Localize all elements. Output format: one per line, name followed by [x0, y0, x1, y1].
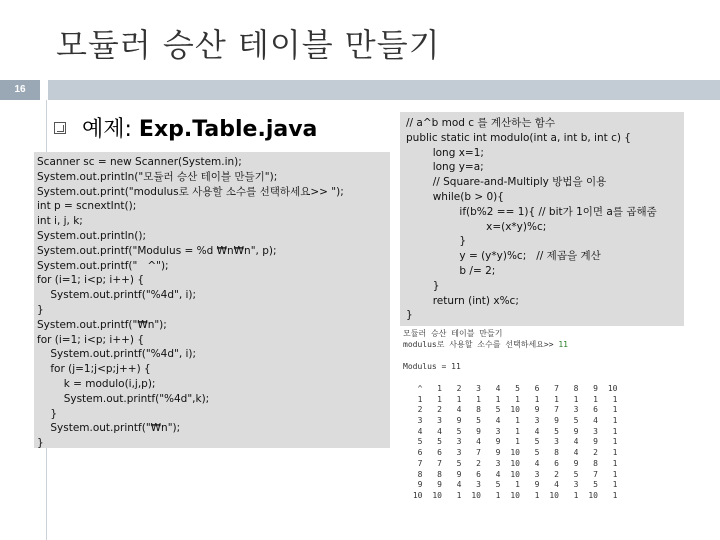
table-cell: 1: [554, 394, 559, 404]
code-line: System.out.printf("%4d",k);: [37, 392, 210, 405]
table-cell: 4: [495, 384, 501, 393]
table-cell: 10: [510, 469, 520, 479]
table-cell: 9: [573, 458, 579, 468]
code-line: System.out.printf("₩n");: [37, 318, 167, 331]
table-cell: 2: [456, 384, 462, 393]
code-line: for (i=1; i<p; i++) {: [37, 333, 145, 346]
table-cell: 2: [437, 405, 442, 415]
code-line: }: [37, 437, 44, 450]
table-cell: 9: [456, 416, 462, 426]
code-line: }: [37, 303, 44, 316]
table-cell: 5: [476, 416, 481, 426]
table-cell: 1: [437, 384, 442, 393]
table-cell: 5: [456, 458, 462, 468]
code-line: b /= 2;: [406, 264, 496, 277]
table-cell: 6: [554, 458, 559, 468]
console-line-title: 모듈러 승산 테이블 만들기: [403, 329, 503, 338]
table-cell: 3: [495, 426, 501, 436]
heading-korean: 예제:: [82, 117, 139, 142]
code-line: y = (y*y)%c; // 제곱을 계산: [406, 250, 601, 263]
example-heading: [82, 112, 317, 143]
table-cell: 1: [534, 394, 540, 404]
table-cell: 1: [612, 394, 618, 404]
table-cell: 1: [612, 405, 618, 415]
table-cell: 6: [476, 469, 481, 479]
code-line: for (j=1;j<p;j++) {: [37, 363, 151, 376]
table-cell: 1: [593, 394, 598, 404]
table-cell: 9: [437, 480, 442, 490]
console-output: [400, 326, 684, 516]
table-cell: 1: [476, 394, 481, 404]
table-cell: 7: [554, 405, 559, 415]
code-line: System.out.printf("₩n");: [37, 422, 181, 435]
table-cell: 3: [495, 458, 501, 468]
code-line: int p = scnextInt();: [37, 200, 137, 213]
table-cell: 2: [593, 448, 598, 458]
code-line: public static int modulo(int a, int b, int c) {: [406, 131, 631, 144]
table-cell: 1: [573, 490, 579, 500]
table-cell: 1: [515, 437, 520, 447]
table-cell: 10: [510, 458, 520, 468]
table-cell: 4: [573, 437, 579, 447]
table-cell: 9: [456, 469, 462, 479]
modulo-table: [403, 384, 618, 502]
table-cell: 10: [588, 490, 598, 500]
code-line: System.out.printf("%4d", i);: [37, 348, 197, 361]
table-cell: 10: [549, 490, 559, 500]
slide-title: 모듈러 승산 테이블 만들기: [56, 26, 441, 64]
table-cell: 3: [476, 480, 481, 490]
code-line: System.out.printf("%4d", i);: [37, 289, 197, 302]
code-line: System.out.printf("Modulus = %d ₩n₩n", p);: [37, 244, 277, 257]
table-cell: 1: [417, 394, 423, 404]
table-cell: 6: [534, 384, 540, 393]
code-line: System.out.printf(" ^");: [37, 259, 169, 272]
table-cell: 8: [476, 405, 481, 415]
table-cell: 10: [510, 490, 520, 500]
table-row: [403, 448, 618, 459]
table-cell: 1: [612, 448, 618, 458]
table-cell: 1: [534, 490, 540, 500]
code-line: System.out.println("모듈러 승산 테이블 만들기");: [37, 170, 278, 183]
table-cell: 1: [612, 437, 618, 447]
table-cell: 3: [456, 437, 462, 447]
table-cell: 4: [417, 426, 423, 436]
table-cell: 1: [612, 458, 618, 468]
table-cell: 9: [534, 480, 540, 490]
table-cell: 3: [534, 416, 540, 426]
table-cell: 1: [515, 426, 520, 436]
code-line: // Square-and-Multiply 방법을 이용: [406, 176, 607, 189]
table-cell: 4: [554, 480, 559, 490]
table-cell: 6: [417, 448, 423, 458]
table-cell: 1: [612, 416, 618, 426]
bullet-icon: [54, 122, 66, 134]
table-cell: 2: [554, 469, 559, 479]
table-cell: 5: [437, 437, 442, 447]
table-cell: 10: [510, 405, 520, 415]
code-line: }: [406, 309, 413, 322]
table-cell: 9: [476, 426, 481, 436]
table-header-row: [403, 384, 618, 395]
table-cell: 5: [554, 426, 559, 436]
table-cell: 4: [495, 416, 501, 426]
table-cell: 5: [456, 426, 462, 436]
table-cell: 1: [495, 490, 501, 500]
code-line: }: [406, 279, 440, 292]
table-cell: 3: [593, 426, 598, 436]
table-cell: 8: [554, 448, 559, 458]
table-cell: 5: [515, 384, 520, 393]
code-line: }: [406, 235, 467, 248]
table-cell: 7: [437, 458, 442, 468]
modulo-function-code-box: [400, 112, 684, 326]
code-line: int i, j, k;: [37, 215, 83, 228]
table-cell: 6: [437, 448, 442, 458]
code-line: k = modulo(i,j,p);: [37, 377, 156, 390]
table-cell: 3: [534, 469, 540, 479]
table-cell: 3: [476, 384, 481, 393]
table-cell: 3: [417, 416, 423, 426]
table-row: [403, 405, 618, 416]
table-cell: 8: [417, 469, 423, 479]
table-cell: 1: [612, 490, 618, 500]
table-cell: 5: [534, 448, 540, 458]
table-cell: 5: [534, 437, 540, 447]
code-line: // a^b mod c 를 계산하는 함수: [406, 117, 556, 129]
table-cell: 1: [515, 480, 520, 490]
table-cell: 2: [476, 458, 481, 468]
table-row: [403, 470, 618, 481]
table-cell: 8: [437, 469, 442, 479]
table-cell: 3: [456, 448, 462, 458]
table-cell: 9: [593, 437, 598, 447]
console-line-prompt: [403, 339, 568, 350]
table-cell: 1: [612, 480, 618, 490]
main-code-box: [34, 152, 390, 448]
code-line: return (int) x%c;: [406, 294, 519, 307]
table-cell: 1: [573, 394, 579, 404]
table-cell: 5: [495, 480, 501, 490]
table-row: [403, 437, 618, 448]
table-cell: 10: [607, 384, 618, 393]
code-line: System.out.print("modulus로 사용할 소수를 선택하세요>> ");: [37, 185, 344, 198]
code-line: Scanner sc = new Scanner(System.in);: [37, 156, 242, 168]
table-cell: 1: [515, 416, 520, 426]
table-cell: 4: [456, 405, 462, 415]
table-row: [403, 480, 618, 491]
code-line: while(b > 0){: [406, 190, 504, 203]
table-row: [403, 416, 618, 427]
table-cell: 5: [417, 437, 423, 447]
table-cell: 8: [593, 458, 598, 468]
table-cell: 9: [573, 426, 579, 436]
table-cell: 1: [612, 469, 618, 479]
table-cell: 9: [495, 437, 501, 447]
table-cell: 7: [554, 384, 559, 393]
table-cell: 7: [417, 458, 423, 468]
table-cell: 10: [432, 490, 442, 500]
heading-filename: Exp.Table.java: [138, 117, 318, 142]
table-cell: 3: [554, 437, 559, 447]
table-cell: 1: [515, 394, 520, 404]
table-cell: 7: [593, 469, 598, 479]
table-cell: 1: [456, 490, 462, 500]
table-cell: 1: [495, 394, 501, 404]
table-cell: 10: [510, 448, 520, 458]
console-prompt-input: 11: [558, 340, 568, 349]
header-rule: [48, 80, 720, 100]
table-cell: 1: [456, 394, 462, 404]
table-row: [403, 395, 618, 406]
table-cell: 2: [417, 405, 423, 415]
console-line-modulus: Modulus = 11: [403, 362, 461, 371]
header-bar: [0, 80, 720, 100]
table-cell: 4: [456, 480, 462, 490]
table-cell: 1: [612, 426, 618, 436]
table-cell: 4: [437, 426, 442, 436]
table-row: [403, 491, 618, 502]
table-cell: 3: [573, 405, 579, 415]
table-row: [403, 459, 618, 470]
code-line: System.out.println();: [37, 229, 146, 242]
code-line: x=(x*y)%c;: [406, 220, 547, 233]
code-line: long y=a;: [406, 161, 484, 174]
table-cell: 4: [534, 426, 540, 436]
table-cell: 9: [417, 480, 423, 490]
page-number: 16: [0, 80, 40, 100]
table-cell: 1: [437, 394, 442, 404]
bullet-heading: [54, 112, 317, 143]
table-cell: 10: [471, 490, 481, 500]
table-cell: 5: [573, 469, 579, 479]
table-cell: 5: [495, 405, 501, 415]
table-cell: 9: [554, 416, 559, 426]
code-line: long x=1;: [406, 146, 484, 159]
table-cell: 5: [593, 480, 598, 490]
table-cell: 9: [534, 405, 540, 415]
table-cell: 4: [593, 416, 598, 426]
table-cell: ^: [417, 384, 423, 393]
table-row: [403, 427, 618, 438]
code-line: }: [37, 407, 58, 420]
table-cell: 10: [412, 490, 423, 500]
table-cell: 4: [573, 448, 579, 458]
table-cell: 4: [495, 469, 501, 479]
table-cell: 4: [476, 437, 481, 447]
table-cell: 7: [476, 448, 481, 458]
code-line: for (i=1; i<p; i++) {: [37, 274, 145, 287]
table-cell: 8: [573, 384, 579, 393]
console-prompt-text: modulus로 사용할 소수를 선택하세요>>: [403, 340, 559, 349]
table-cell: 5: [573, 416, 579, 426]
table-cell: 9: [593, 384, 598, 393]
table-cell: 4: [534, 458, 540, 468]
table-cell: 6: [593, 405, 598, 415]
table-cell: 3: [573, 480, 579, 490]
code-line: if(b%2 == 1){ // bit가 1이면 a를 곱해줌: [406, 205, 657, 218]
table-cell: 3: [437, 416, 442, 426]
table-cell: 9: [495, 448, 501, 458]
